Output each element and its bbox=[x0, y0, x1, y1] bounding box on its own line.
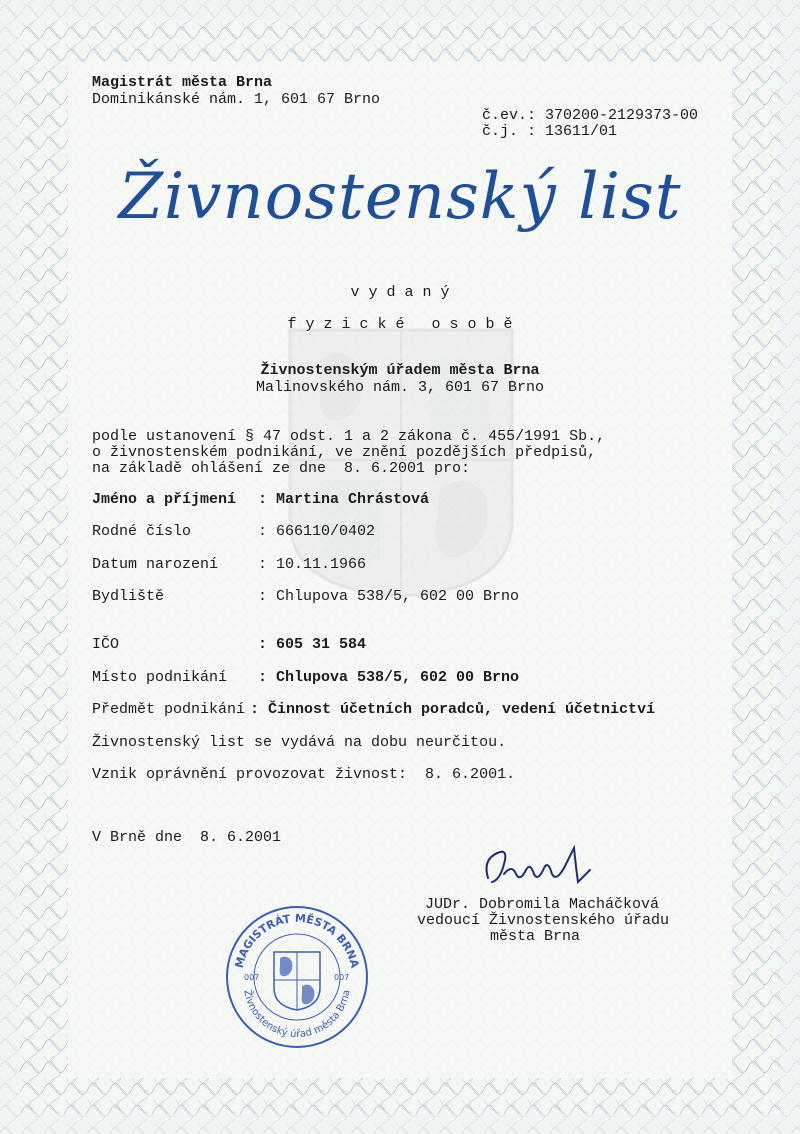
stamp-emblem-icon bbox=[274, 952, 320, 1010]
validity-statement: Živnostenský list se vydává na dobu neurčitou. bbox=[92, 734, 507, 751]
origin-statement: Vznik oprávnění provozovat živnost: 8. 6.2001. bbox=[92, 766, 516, 783]
issuer-name: Magistrát města Brna bbox=[92, 74, 273, 91]
field-value-name: : Martina Chrástová bbox=[258, 491, 430, 508]
field-label-birth-date: Datum narození bbox=[92, 556, 219, 573]
place-and-date: V Brně dne 8. 6.2001 bbox=[92, 829, 282, 846]
signatory-role: vedoucí Živnostenského úřadu bbox=[417, 912, 670, 929]
legal-line-1: podle ustanovení § 47 odst. 1 a 2 zákona č. 455/1991 Sb., bbox=[92, 428, 606, 445]
field-value-business-subject: : Činnost účetních poradců, vedení účetnictví bbox=[250, 701, 656, 718]
field-label-business-place: Místo podnikání bbox=[92, 669, 228, 686]
field-value-ico: : 605 31 584 bbox=[258, 636, 367, 653]
field-label-business-subject: Předmět podnikání bbox=[92, 701, 246, 718]
field-value-birth-number: : 666110/0402 bbox=[258, 523, 376, 540]
signatory-name: JUDr. Dobromila Macháčková bbox=[425, 896, 660, 913]
svg-text:MAGISTRÁT MĚSTA BRNA: MAGISTRÁT MĚSTA BRNA bbox=[232, 911, 362, 970]
field-value-business-place: : Chlupova 538/5, 602 00 Brno bbox=[258, 669, 520, 686]
field-label-birth-number: Rodné číslo bbox=[92, 523, 192, 540]
legal-line-3: na základě ohlášení ze dne 8. 6.2001 pro: bbox=[92, 460, 471, 477]
field-label-residence: Bydliště bbox=[92, 588, 165, 605]
document-title: Živnostenský list bbox=[118, 160, 682, 234]
svg-text:007: 007 bbox=[244, 973, 260, 982]
svg-text:007: 007 bbox=[334, 973, 350, 982]
field-value-residence: : Chlupova 538/5, 602 00 Brno bbox=[258, 588, 520, 605]
reference-number: č.j. : 13611/01 bbox=[482, 123, 618, 140]
field-label-name: Jméno a příjmení bbox=[92, 491, 237, 508]
issued-line: v y d a n ý bbox=[350, 284, 450, 301]
legal-line-2: o živnostenském podnikání, ve znění pozdějších předpisů, bbox=[92, 444, 597, 461]
official-stamp bbox=[222, 902, 372, 1052]
office-name: Živnostenským úřadem města Brna bbox=[260, 362, 540, 379]
field-label-ico: IČO bbox=[92, 636, 120, 653]
issuer-address: Dominikánské nám. 1, 601 67 Brno bbox=[92, 91, 381, 108]
office-address: Malinovského nám. 3, 601 67 Brno bbox=[255, 379, 545, 396]
field-value-birth-date: : 10.11.1966 bbox=[258, 556, 367, 573]
evidence-number: č.ev.: 370200-2129373-00 bbox=[482, 107, 699, 124]
issued-to-line: f y z i c k é o s o b ě bbox=[287, 316, 513, 333]
signatory-city: města Brna bbox=[490, 928, 581, 945]
signature-icon bbox=[478, 838, 618, 898]
svg-text:Živnostenský úřad města Brna: Živnostenský úřad města Brna bbox=[241, 989, 353, 1041]
